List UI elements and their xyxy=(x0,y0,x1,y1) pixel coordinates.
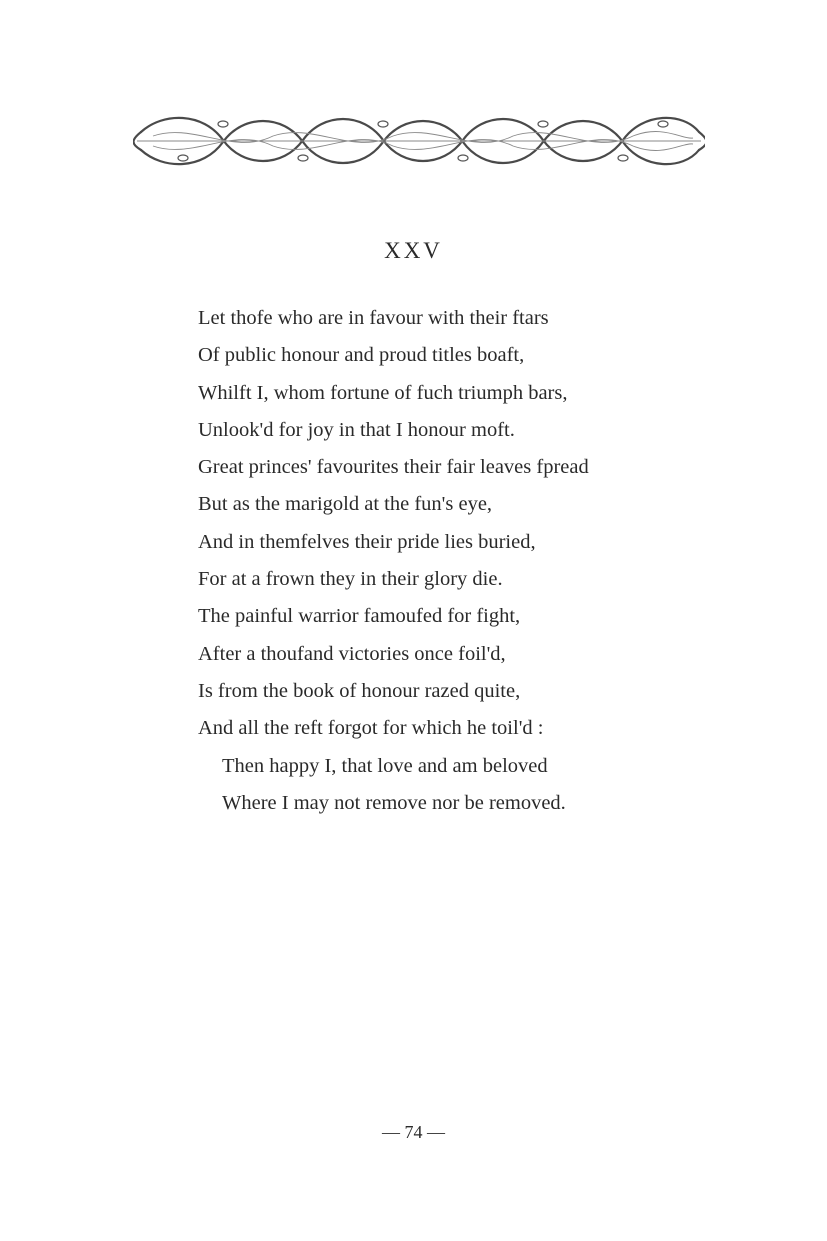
poem-line: But as the marigold at the fun's eye, xyxy=(198,493,493,516)
poem-line: And all the reft forgot for which he toil'd : xyxy=(198,717,544,740)
page-number: — 74 — xyxy=(382,1122,445,1142)
poem-line: Unlook'd for joy in that I honour moft. xyxy=(198,418,515,441)
scroll-ornament-icon xyxy=(133,110,705,172)
poem-line: After a thoufand victories once foil'd, xyxy=(198,642,506,665)
sonnet-body xyxy=(198,300,718,822)
poem-line: Let thofe who are in favour with their ftars xyxy=(198,307,549,329)
poem-line: Is from the book of honour razed quite, xyxy=(198,679,521,702)
poem-line: The painful warrior famoufed for fight, xyxy=(198,605,521,628)
couplet-line: Then happy I, that love and am beloved xyxy=(222,754,548,777)
poem-line: Great princes' favourites their fair leaves fpread xyxy=(198,456,589,479)
poem-line: Whilft I, whom fortune of fuch triumph bars, xyxy=(198,381,568,404)
sonnet-number: XXV xyxy=(384,238,443,263)
couplet-line: Where I may not remove nor be removed. xyxy=(222,791,566,814)
poem-line: And in themfelves their pride lies buried, xyxy=(198,530,536,553)
poem-line: For at a frown they in their glory die. xyxy=(198,568,503,591)
poem-line: Of public honour and proud titles boaft, xyxy=(198,344,525,367)
